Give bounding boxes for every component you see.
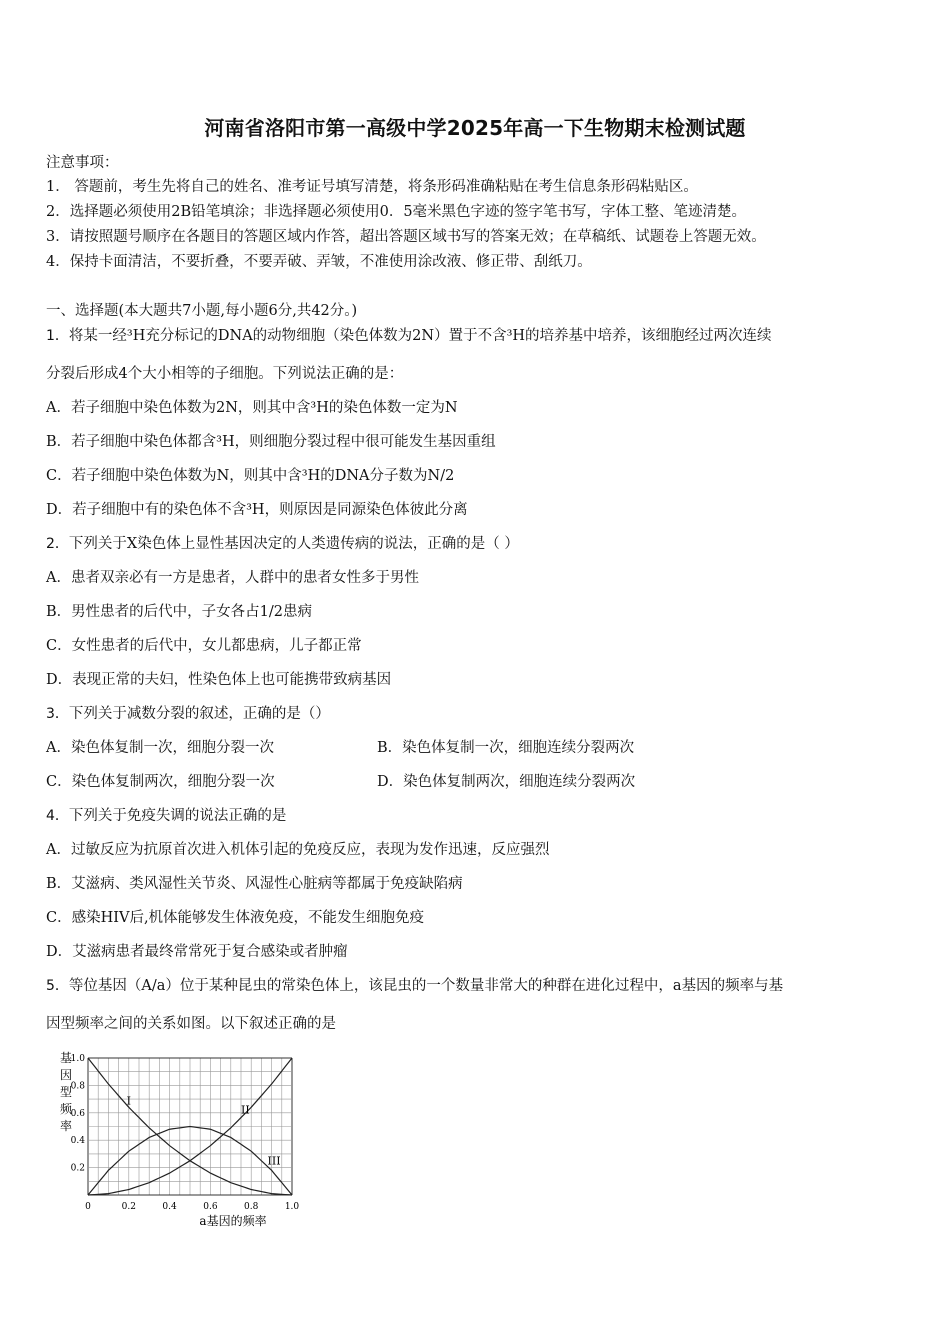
question-4-option-a: A．过敏反应为抗原首次进入机体引起的免疫反应，表现为发作迅速，反应强烈 bbox=[46, 842, 550, 858]
x-tick-label: 0.2 bbox=[121, 1202, 136, 1212]
y-tick-label: 1.0 bbox=[70, 1054, 85, 1064]
series-label-II: II bbox=[241, 1103, 250, 1117]
notice-heading: 注意事项： bbox=[46, 155, 119, 171]
question-1-number: 1． bbox=[46, 328, 69, 344]
question-4-number: 4． bbox=[46, 808, 69, 824]
notice-item-1: 1． 答题前，考生先将自己的姓名、准考证号填写清楚，将条形码准确粘贴在考生信息条形码粘贴区。 bbox=[46, 179, 698, 195]
question-1-option-b: B．若子细胞中染色体都含³H，则细胞分裂过程中很可能发生基因重组 bbox=[46, 434, 496, 450]
question-1-option-a: A．若子细胞中染色体数为2N，则其中含³H的染色体数一定为N bbox=[46, 400, 458, 416]
x-tick-label: 1.0 bbox=[284, 1202, 300, 1212]
ylabel-char-3: 型 bbox=[60, 1085, 73, 1099]
y-tick-label: 0.6 bbox=[70, 1108, 85, 1119]
x-axis-label: a基因的频率 bbox=[199, 1214, 267, 1228]
question-3-option-a: A．染色体复制一次，细胞分裂一次 bbox=[46, 740, 274, 756]
series-label-III: III bbox=[267, 1154, 281, 1168]
x-tick-label: 0 bbox=[85, 1202, 91, 1212]
question-5-number: 5． bbox=[46, 978, 69, 994]
question-1-option-d: D．若子细胞中有的染色体不含³H，则原因是同源染色体彼此分离 bbox=[46, 502, 468, 518]
question-1-stem-line1: 将某一经³H充分标记的DNA的动物细胞（染色体数为2N）置于不含³H的培养基中培养，该细胞经过两次连续 bbox=[68, 328, 772, 344]
question-5-stem-line1: 等位基因（A/a）位于某种昆虫的常染色体上，该昆虫的一个数量非常大的种群在进化过程中，a基因的频率与基 bbox=[68, 978, 784, 994]
question-3-option-d: D．染色体复制两次，细胞连续分裂两次 bbox=[377, 774, 636, 790]
question-4-stem-text: 下列关于免疫失调的说法正确的是 bbox=[68, 808, 287, 824]
ylabel-char-2: 因 bbox=[60, 1068, 73, 1082]
question-3-option-c: C．染色体复制两次，细胞分裂一次 bbox=[46, 774, 275, 790]
question-3-stem-text: 下列关于减数分裂的叙述，正确的是（） bbox=[68, 706, 330, 722]
question-1-stem-line2: 分裂后形成4个大小相等的子细胞。下列说法正确的是： bbox=[46, 366, 404, 382]
page-title: 河南省洛阳市第一高级中学2025年高一下生物期末检测试题 bbox=[204, 116, 746, 140]
section-heading: 一、选择题(本大题共7小题,每小题6分,共42分。) bbox=[46, 303, 358, 319]
question-2-option-c: C．女性患者的后代中，女儿都患病，儿子都正常 bbox=[46, 638, 362, 654]
x-tick-label: 0.6 bbox=[203, 1202, 218, 1212]
question-5-stem bbox=[46, 976, 783, 996]
question-4-stem bbox=[46, 806, 286, 826]
question-2-option-a: A．患者双亲必有一方是患者，人群中的患者女性多于男性 bbox=[46, 570, 419, 586]
question-4-option-b: B．艾滋病、类风湿性关节炎、风湿性心脏病等都属于免疫缺陷病 bbox=[46, 876, 463, 892]
x-tick-label: 0.8 bbox=[244, 1202, 259, 1212]
question-4-option-c: C．感染HIV后,机体能够发生体液免疫，不能发生细胞免疫 bbox=[46, 910, 425, 926]
question-3-stem bbox=[46, 704, 330, 724]
notice-item-3: 3．请按照题号顺序在各题目的答题区域内作答，超出答题区域书写的答案无效；在草稿纸、试题卷上答题无效。 bbox=[46, 229, 766, 245]
genotype-frequency-chart bbox=[46, 1048, 316, 1238]
question-2-stem bbox=[46, 534, 519, 554]
ylabel-char-4: 频 bbox=[60, 1102, 73, 1116]
notice-item-2: 2．选择题必须使用2B铅笔填涂；非选择题必须使用0．5毫米黑色字迹的签字笔书写，字体工整、笔迹清楚。 bbox=[46, 204, 747, 220]
series-label-I: I bbox=[126, 1094, 132, 1108]
question-2-number: 2． bbox=[46, 536, 69, 552]
question-1-option-c: C．若子细胞中染色体数为N，则其中含³H的DNA分子数为N/2 bbox=[46, 468, 455, 484]
question-3-option-b: B．染色体复制一次，细胞连续分裂两次 bbox=[377, 740, 635, 756]
question-2-option-d: D．表现正常的夫妇，性染色体上也可能携带致病基因 bbox=[46, 672, 392, 688]
question-1-stem bbox=[46, 326, 772, 346]
ylabel-char-1: 基 bbox=[60, 1051, 73, 1065]
y-tick-label: 0.8 bbox=[70, 1081, 85, 1092]
question-5-stem-line2: 因型频率之间的关系如图。以下叙述正确的是 bbox=[46, 1016, 336, 1032]
ylabel-char-5: 率 bbox=[60, 1119, 73, 1133]
y-tick-label: 0.2 bbox=[70, 1163, 85, 1174]
notice-item-4: 4．保持卡面清洁，不要折叠，不要弄破、弄皱，不准使用涂改液、修正带、刮纸刀。 bbox=[46, 254, 592, 270]
question-3-number: 3． bbox=[46, 706, 69, 722]
question-2-option-b: B．男性患者的后代中，子女各占1/2患病 bbox=[46, 604, 312, 620]
y-tick-label: 0.4 bbox=[70, 1136, 85, 1147]
question-2-stem-text: 下列关于X染色体上显性基因决定的人类遗传病的说法，正确的是（ ） bbox=[68, 536, 519, 552]
x-tick-label: 0.4 bbox=[162, 1202, 177, 1212]
question-4-option-d: D．艾滋病患者最终常常死于复合感染或者肿瘤 bbox=[46, 944, 348, 960]
